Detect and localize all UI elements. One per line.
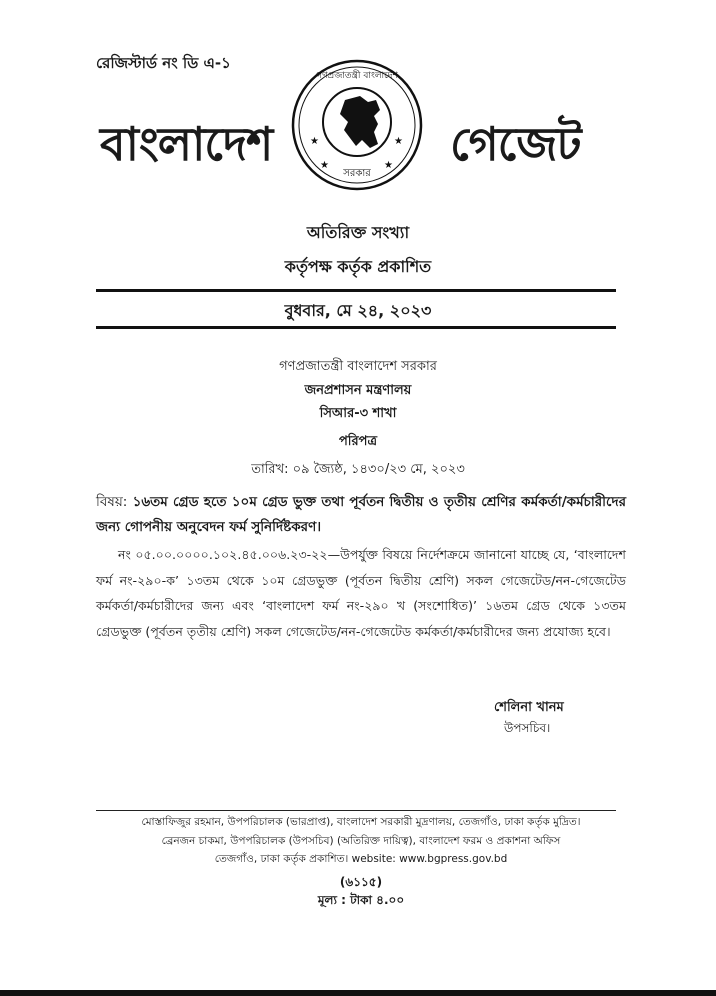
subject-label: বিষয়: (96, 494, 128, 510)
government-seal (290, 58, 424, 192)
seal-bottom-text: সরকার (343, 168, 371, 179)
subject-line (96, 490, 626, 540)
svg-text:★: ★ (394, 136, 403, 147)
footer-printer-line: মোস্তাফিজুর রহমান, উপপরিচালক (ভারপ্রাপ্ত), বাংলাদেশ সরকারী মুদ্রণালয়, তেজগাঁও, ঢাকা কর্তৃক মুদ্রিত। (141, 816, 581, 828)
bottom-edge (0, 990, 716, 996)
footer-code: (৬১১৫) (339, 875, 383, 889)
published-by: কর্তৃপক্ষ কর্তৃক প্রকাশিত (284, 257, 432, 276)
svg-text:★: ★ (320, 160, 329, 171)
registration-number: রেজিস্টার্ড নং ডি এ-১ (96, 54, 231, 72)
footer-publisher-line: ব্রেনজন চাকমা, উপপরিচালক (উপসচিব) (অতিরিক্ত দায়িত্ব), বাংলাদেশ ফরম ও প্রকাশনা অফিস (161, 835, 561, 847)
government-name: গণপ্রজাতন্ত্রী বাংলাদেশ সরকার (279, 359, 437, 374)
subject-text: ১৬তম গ্রেড হতে ১০ম গ্রেড ভুক্ত তথা পূর্বতন দ্বিতীয় ও তৃতীয় শ্রেণির কর্মকর্তা/কর্মচারীদের জন্য গোপনীয় অনুবেদন ফর্ম সুনির্দিষ্টকরণ। (96, 494, 626, 535)
rule-top (96, 289, 616, 292)
signatory-name: শেলিনা খানম (494, 700, 564, 715)
ministry-name: জনপ্রশাসন মন্ত্রণালয় (304, 383, 412, 398)
seal-arc-text: গণপ্রজাতন্ত্রী বাংলাদেশ (316, 71, 398, 81)
section-name: সিআর-৩ শাখা (319, 406, 397, 421)
footer-website-line: তেজগাঁও, ঢাকা কর্তৃক প্রকাশিত। website: www.bgpress.gov.bd (214, 853, 508, 865)
masthead-left: বাংলাদেশ (100, 117, 273, 171)
svg-text:★: ★ (384, 160, 393, 171)
issue-date: বুধবার, মে ২৪, ২০২৩ (284, 301, 432, 320)
masthead-right: গেজেট (450, 117, 581, 171)
footer-price: মূল্য : টাকা ৪.০০ (317, 893, 405, 907)
memo-date: তারিখ: ০৯ জ্যৈষ্ঠ, ১৪৩০/২৩ মে, ২০২৩ (251, 462, 465, 477)
svg-text:★: ★ (310, 136, 319, 147)
extra-issue: অতিরিক্ত সংখ্যা (306, 223, 410, 242)
rule-bottom (96, 326, 616, 329)
body-paragraph: নং ০৫.০০.০০০০.১০২.৪৫.০০৬.২৩-২২—উপর্যুক্ত বিষয়ে নির্দেশক্রমে জানানো যাচ্ছে যে, ‘বাংলাদেশ ফর্ম নং-২৯০-ক’ ১৩তম থেকে ১০ম গ্রেডভুক্ত (পূর্বতন দ্বিতীয় শ্রেণি) সকল গেজেটেড/নন-গেজেটেড কর্মকর্তা/কর্মচারীদের জন্য এবং ‘বাংলাদেশ ফর্ম নং-২৯০ খ (সংশোধিত)’ ১৬তম গ্রেড থেকে ১৩তম গ্রেডভুক্ত (পূর্বতন তৃতীয় শ্রেণি) সকল গেজেটেড/নন-গেজেটেড কর্মকর্তা/কর্মচারীদের জন্য প্রযোজ্য হবে। (96, 547, 626, 639)
signatory-title: উপসচিব। (504, 721, 551, 735)
footer-rule (96, 810, 616, 811)
document-type: পরিপত্র (338, 434, 378, 449)
